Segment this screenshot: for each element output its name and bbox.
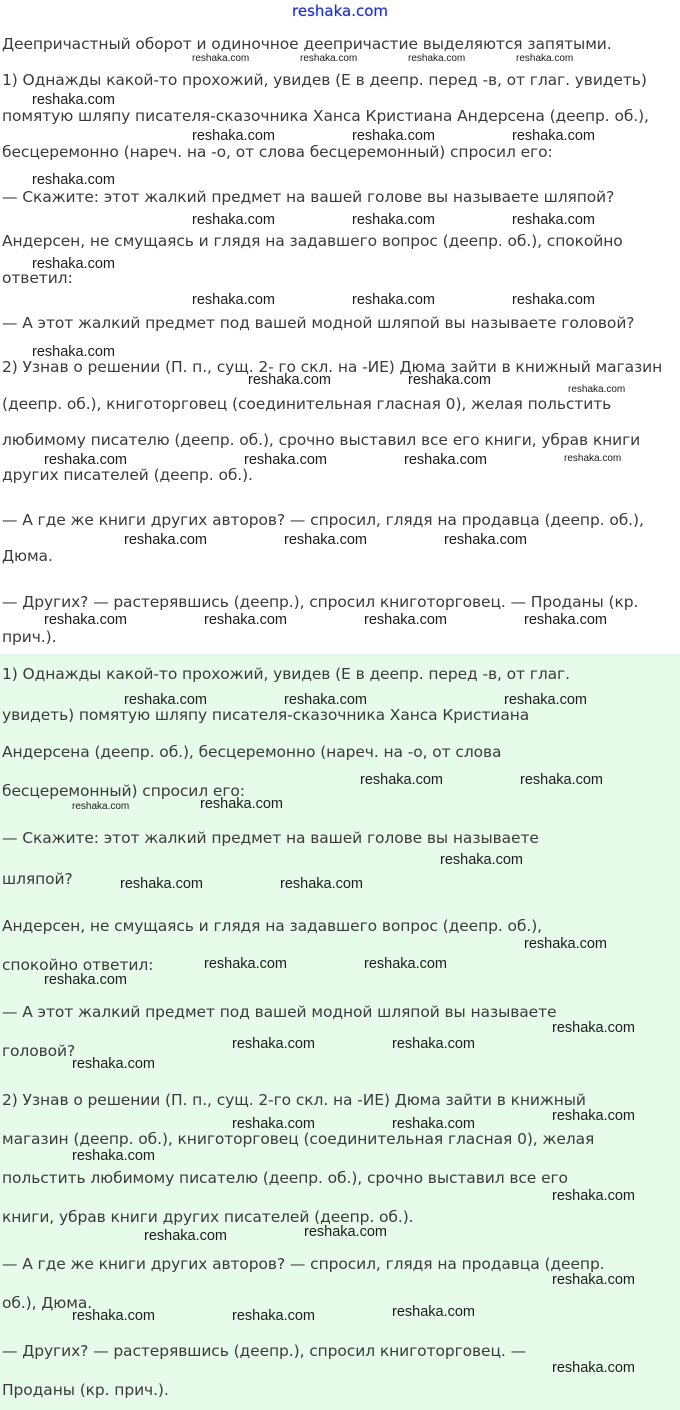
watermark-text: reshaka.com xyxy=(524,612,608,628)
watermark-text: reshaka.com xyxy=(516,53,574,64)
task-line: прич.). xyxy=(2,628,57,646)
task-line: Дюма. xyxy=(2,547,53,565)
task-line: Андерсен, не смущаясь и глядя на задавшего вопрос (деепр. об.), спокойно xyxy=(2,232,623,250)
task-line: (деепр. об.), книготорговец (соединительная гласная 0), желая польстить xyxy=(2,395,612,413)
watermark-text: reshaka.com xyxy=(504,692,588,708)
watermark-text: reshaka.com xyxy=(32,256,116,272)
watermark-text: reshaka.com xyxy=(32,172,116,188)
answer-line: 1) Однажды какой-то прохожий, увидев (Е в деепр. перед -в, от глаг. xyxy=(2,665,570,683)
answer-line: об.), Дюма. xyxy=(2,1294,93,1312)
answer-line: книги, убрав книги других писателей (деепр. об.). xyxy=(2,1208,414,1226)
answer-line: шляпой? xyxy=(2,870,73,888)
task-line: помятую шляпу писателя-сказочника Ханса Кристиана Андерсена (деепр. об.), xyxy=(2,107,649,125)
watermark-text: reshaka.com xyxy=(392,1116,476,1132)
task-line: других писателей (деепр. об.). xyxy=(2,466,253,484)
task-intro: Деепричастный оборот и одиночное деепричастие выделяются запятыми. xyxy=(2,35,612,53)
answer-line: головой? xyxy=(2,1042,76,1060)
watermark-text: reshaka.com xyxy=(392,1036,476,1052)
watermark-text: reshaka.com xyxy=(568,384,626,395)
answer-line: Андерсена (деепр. об.), бесцеремонно (нареч. на -о, от слова xyxy=(2,743,502,761)
watermark-text: reshaka.com xyxy=(192,128,276,144)
watermark-text: reshaka.com xyxy=(408,372,492,388)
answer-line: 2) Узнав о решении (П. п., сущ. 2-го скл. на -ИЕ) Дюма зайти в книжный xyxy=(2,1091,586,1109)
task-line: — А этот жалкий предмет под вашей модной шляпой вы называете головой? xyxy=(2,314,635,332)
watermark-text: reshaka.com xyxy=(520,772,604,788)
watermark-text: reshaka.com xyxy=(304,1224,388,1240)
watermark-text: reshaka.com xyxy=(364,612,448,628)
answer-line: — Других? — растерявшись (деепр.), спросил книготорговец. — xyxy=(2,1342,526,1360)
watermark-text: reshaka.com xyxy=(32,344,116,360)
watermark-text: reshaka.com xyxy=(300,53,358,64)
watermark-text: reshaka.com xyxy=(552,1360,636,1376)
watermark-text: reshaka.com xyxy=(232,1116,316,1132)
watermark-text: reshaka.com xyxy=(200,796,284,812)
watermark-text: reshaka.com xyxy=(360,772,444,788)
watermark-text: reshaka.com xyxy=(232,1036,316,1052)
watermark-text: reshaka.com xyxy=(524,936,608,952)
task-line: ответил: xyxy=(2,269,73,287)
task-line: 2) Узнав о решении (П. п., сущ. 2- го скл. на -ИЕ) Дюма зайти в книжный магазин xyxy=(2,358,663,376)
watermark-text: reshaka.com xyxy=(204,956,288,972)
watermark-text: reshaka.com xyxy=(232,1308,316,1324)
watermark-text: reshaka.com xyxy=(248,372,332,388)
task-line: 1) Однажды какой-то прохожий, увидев (Е в деепр. перед -в, от глаг. увидеть) xyxy=(2,71,647,89)
task-line: — Скажите: этот жалкий предмет на вашей голове вы называете шляпой? xyxy=(2,188,615,206)
watermark-text: reshaka.com xyxy=(144,1228,228,1244)
watermark-text: reshaka.com xyxy=(72,1148,156,1164)
answer-line: — А этот жалкий предмет под вашей модной шляпой вы называете xyxy=(2,1003,557,1021)
watermark-text: reshaka.com xyxy=(72,1308,156,1324)
watermark-text: reshaka.com xyxy=(72,801,130,812)
watermark-text: reshaka.com xyxy=(32,92,116,108)
watermark-text: reshaka.com xyxy=(352,292,436,308)
watermark-text: reshaka.com xyxy=(284,532,368,548)
watermark-text: reshaka.com xyxy=(280,876,364,892)
watermark-text: reshaka.com xyxy=(552,1108,636,1124)
watermark-text: reshaka.com xyxy=(120,876,204,892)
site-logo-link[interactable]: reshaka.com xyxy=(292,2,388,20)
watermark-text: reshaka.com xyxy=(44,972,128,988)
watermark-text: reshaka.com xyxy=(440,852,524,868)
task-line: — А где же книги других авторов? — спросил, глядя на продавца (деепр. об.), xyxy=(2,511,644,529)
answer-line: увидеть) помятую шляпу писателя-сказочника Ханса Кристиана xyxy=(2,706,530,724)
watermark-text: reshaka.com xyxy=(44,612,128,628)
watermark-text: reshaka.com xyxy=(124,532,208,548)
watermark-text: reshaka.com xyxy=(204,612,288,628)
watermark-text: reshaka.com xyxy=(352,128,436,144)
answer-line: Проданы (кр. прич.). xyxy=(2,1381,169,1399)
answer-line: магазин (деепр. об.), книготорговец (соединительная гласная 0), желая xyxy=(2,1130,595,1148)
watermark-text: reshaka.com xyxy=(364,956,448,972)
watermark-text: reshaka.com xyxy=(44,452,128,468)
watermark-text: reshaka.com xyxy=(444,532,528,548)
watermark-text: reshaka.com xyxy=(408,53,466,64)
answer-line: бесцеремонный) спросил его: xyxy=(2,782,245,800)
watermark-text: reshaka.com xyxy=(404,452,488,468)
watermark-text: reshaka.com xyxy=(124,692,208,708)
task-line: любимому писателю (деепр. об.), срочно выставил все его книги, убрав книги xyxy=(2,431,641,449)
answer-line: Андерсен, не смущаясь и глядя на задавшего вопрос (деепр. об.), xyxy=(2,917,542,935)
watermark-text: reshaka.com xyxy=(512,212,596,228)
watermark-text: reshaka.com xyxy=(192,292,276,308)
watermark-text: reshaka.com xyxy=(512,292,596,308)
watermark-text: reshaka.com xyxy=(392,1304,476,1320)
watermark-text: reshaka.com xyxy=(244,452,328,468)
answer-line: спокойно ответил: xyxy=(2,956,154,974)
watermark-text: reshaka.com xyxy=(72,1056,156,1072)
watermark-text: reshaka.com xyxy=(192,212,276,228)
answer-line: — А где же книги других авторов? — спросил, глядя на продавца (деепр. xyxy=(2,1255,605,1273)
watermark-text: reshaka.com xyxy=(552,1272,636,1288)
watermark-text: reshaka.com xyxy=(564,453,622,464)
watermark-text: reshaka.com xyxy=(552,1020,636,1036)
task-line: бесцеремонно (нареч. на -о, от слова бесцеремонный) спросил его: xyxy=(2,143,553,161)
watermark-text: reshaka.com xyxy=(512,128,596,144)
watermark-text: reshaka.com xyxy=(192,53,250,64)
watermark-text: reshaka.com xyxy=(552,1188,636,1204)
task-line: — Других? — растерявшись (деепр.), спросил книготорговец. — Проданы (кр. xyxy=(2,593,639,611)
answer-line: польстить любимому писателю (деепр. об.), срочно выставил все его xyxy=(2,1169,568,1187)
watermark-text: reshaka.com xyxy=(352,212,436,228)
answer-line: — Скажите: этот жалкий предмет на вашей голове вы называете xyxy=(2,829,539,847)
watermark-text: reshaka.com xyxy=(284,692,368,708)
